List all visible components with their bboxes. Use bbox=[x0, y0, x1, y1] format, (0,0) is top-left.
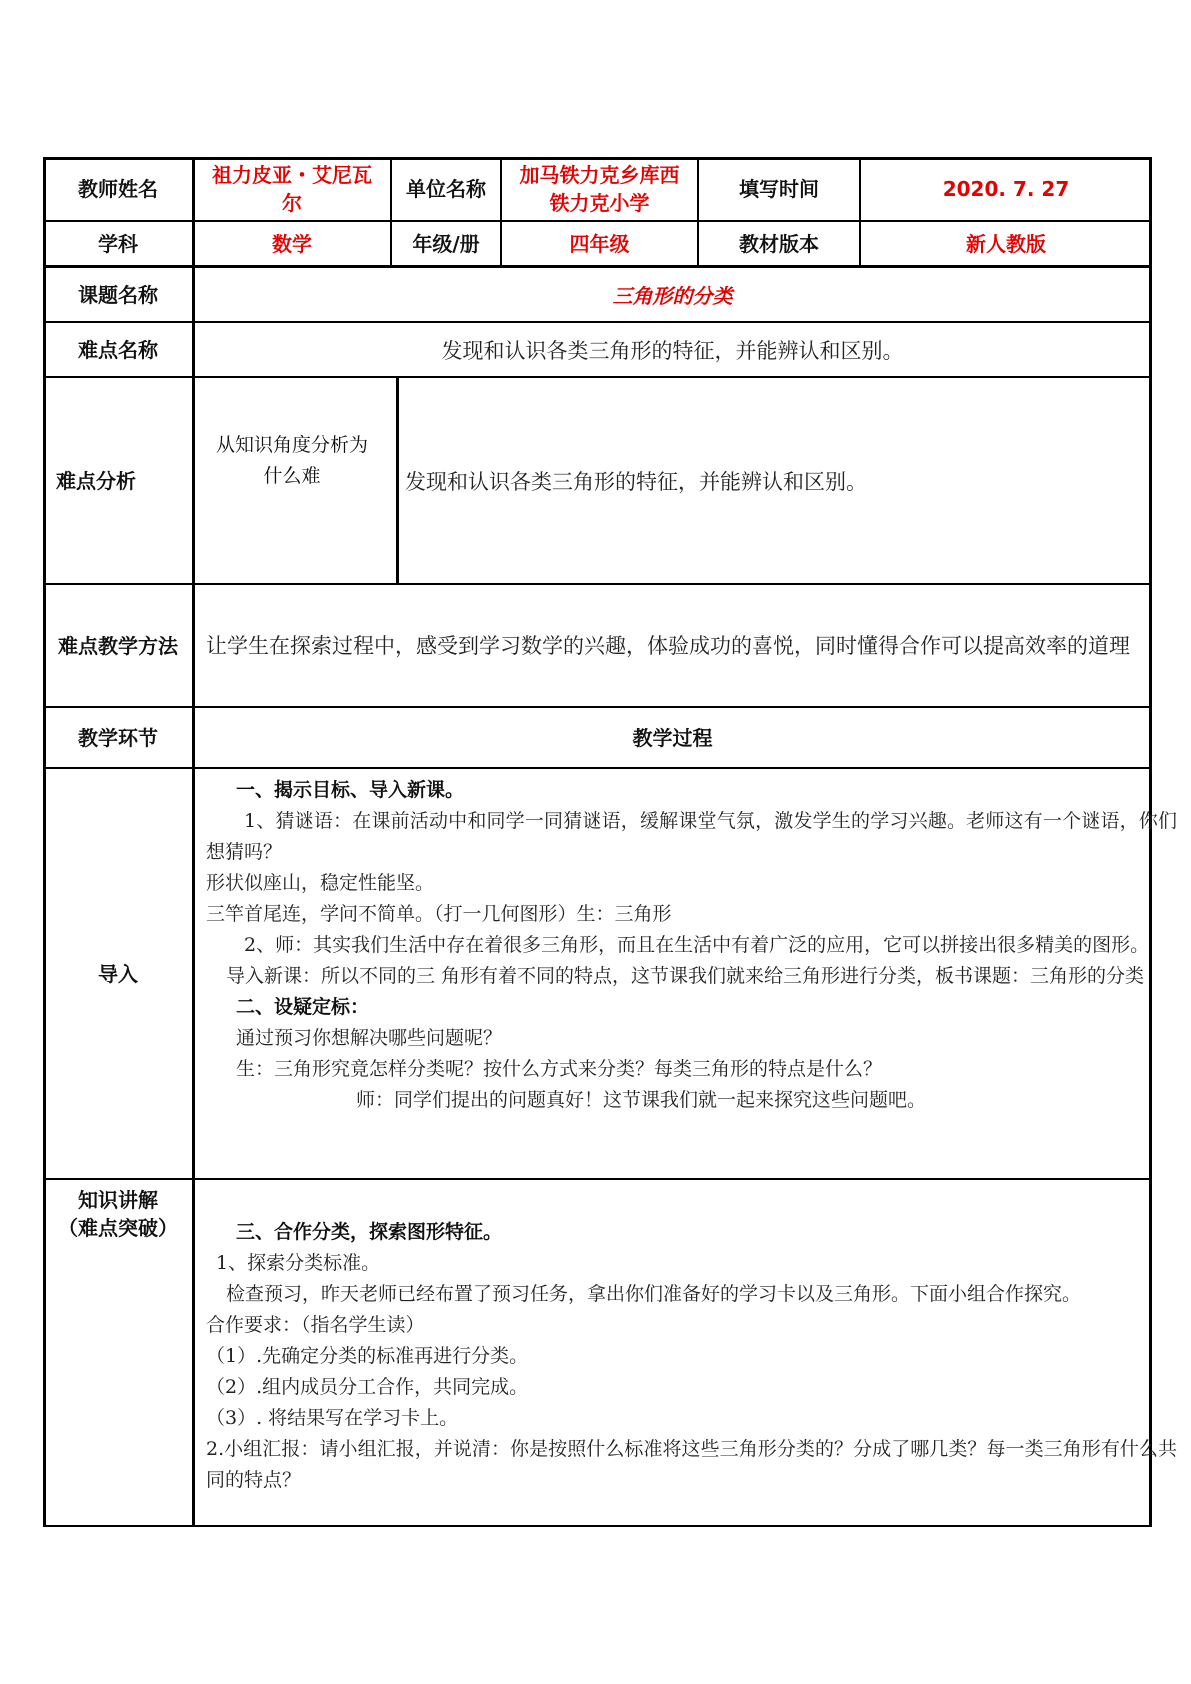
intro-line: 2、师：其实我们生活中存在着很多三角形，而且在生活中有着广泛的应用，它可以拼接出很多精美的图形。 bbox=[244, 934, 1150, 956]
knowledge-line: 1、探索分类标准。 bbox=[216, 1252, 381, 1274]
knowledge-line: （2）.组内成员分工合作，共同完成。 bbox=[206, 1376, 529, 1398]
edition-value: 新人教版 bbox=[966, 232, 1046, 256]
row-divider bbox=[43, 1178, 1152, 1180]
intro-line: 三竿首尾连，学问不简单。（打一几何图形）生：三角形 bbox=[206, 903, 672, 925]
row-divider bbox=[43, 321, 1152, 323]
edition-label: 教材版本 bbox=[739, 232, 819, 256]
subject-value: 数学 bbox=[272, 232, 312, 256]
fill-time-label: 填写时间 bbox=[739, 177, 819, 201]
intro-content bbox=[206, 775, 1177, 1116]
grade-label: 年级/册 bbox=[412, 232, 480, 256]
grade-value: 四年级 bbox=[569, 232, 630, 256]
knowledge-line: 2.小组汇报：请小组汇报，并说清：你是按照什么标准将这些三角形分类的？分成了哪几类？每一类三角形有什么共同的特点？ bbox=[206, 1438, 1177, 1491]
difficulty-value: 发现和认识各类三角形的特征，并能辨认和区别。 bbox=[441, 338, 904, 363]
column-divider bbox=[192, 157, 195, 1527]
row-divider bbox=[43, 220, 1152, 222]
unit-name-value: 加马铁力克乡库西铁力克小学 bbox=[519, 163, 680, 215]
topic-value: 三角形的分类 bbox=[612, 284, 733, 308]
table-border-left bbox=[43, 157, 46, 1527]
knowledge-line: （1）.先确定分类的标准再进行分类。 bbox=[206, 1345, 529, 1367]
knowledge-content bbox=[206, 1217, 1177, 1496]
intro-line: 导入新课：所以不同的三 角形有着不同的特点，这节课我们就来给三角形进行分类，板书课题：三角形的分类 bbox=[226, 965, 1145, 987]
knowledge-line: 三、合作分类，探索图形特征。 bbox=[236, 1221, 503, 1243]
intro-line: 1、猜谜语：在课前活动中和同学一同猜谜语，缓解课堂气氛，激发学生的学习兴趣。老师这有一个谜语，你们想猜吗？ bbox=[206, 810, 1177, 863]
knowledge-line: （3）. 将结果写在学习卡上。 bbox=[206, 1407, 459, 1429]
knowledge-label-line1: 知识讲解 bbox=[78, 1188, 158, 1212]
teacher-name-label: 教师姓名 bbox=[78, 177, 158, 201]
table-border-bottom bbox=[43, 1525, 1152, 1527]
column-divider bbox=[396, 377, 399, 584]
row-divider bbox=[43, 265, 1152, 268]
row-divider bbox=[43, 767, 1152, 769]
intro-line: 二、设疑定标： bbox=[236, 996, 370, 1018]
column-divider bbox=[390, 157, 392, 267]
process-header: 教学过程 bbox=[632, 725, 713, 750]
column-divider bbox=[500, 157, 502, 267]
intro-line: 一、揭示目标、导入新课。 bbox=[236, 779, 465, 801]
teacher-name-value: 祖力皮亚・艾尼瓦尔 bbox=[212, 163, 372, 215]
knowledge-label-line2: （难点突破） bbox=[58, 1216, 178, 1240]
row-divider bbox=[43, 376, 1152, 378]
analysis-label: 难点分析 bbox=[56, 468, 136, 493]
analysis-sub-label bbox=[193, 377, 391, 584]
knowledge-label bbox=[43, 1179, 193, 1249]
knowledge-line: 合作要求：（指名学生读） bbox=[206, 1314, 425, 1336]
unit-name-label: 单位名称 bbox=[406, 177, 486, 201]
stage-header: 教学环节 bbox=[78, 725, 158, 750]
intro-line: 形状似座山，稳定性能坚。 bbox=[206, 872, 435, 894]
knowledge-line: 检查预习，昨天老师已经布置了预习任务，拿出你们准备好的学习卡以及三角形。下面小组合作探究。 bbox=[226, 1283, 1082, 1305]
method-value: 让学生在探索过程中，感受到学习数学的兴趣，体验成功的喜悦，同时懂得合作可以提高效率的道理 bbox=[206, 633, 1130, 658]
intro-line: 通过预习你想解决哪些问题呢？ bbox=[236, 1027, 503, 1049]
column-divider bbox=[697, 157, 699, 267]
topic-label: 课题名称 bbox=[78, 282, 158, 307]
subject-label: 学科 bbox=[98, 232, 138, 256]
fill-time-value: 2020. 7. 27 bbox=[942, 177, 1070, 201]
analysis-value: 发现和认识各类三角形的特征，并能辨认和区别。 bbox=[405, 469, 867, 494]
column-divider bbox=[859, 157, 861, 267]
table-border-top bbox=[43, 157, 1152, 160]
row-divider bbox=[43, 706, 1152, 708]
intro-line: 师：同学们提出的问题真好！这节课我们就一起来探究这些问题吧。 bbox=[356, 1089, 927, 1111]
method-label: 难点教学方法 bbox=[58, 633, 178, 658]
intro-label: 导入 bbox=[98, 961, 138, 986]
difficulty-label: 难点名称 bbox=[78, 337, 158, 362]
row-divider bbox=[43, 583, 1152, 585]
analysis-sub-label-text: 从知识角度分析为什么难 bbox=[215, 433, 368, 487]
intro-line: 生：三角形究竟怎样分类呢？按什么方式来分类？每类三角形的特点是什么？ bbox=[236, 1058, 883, 1080]
